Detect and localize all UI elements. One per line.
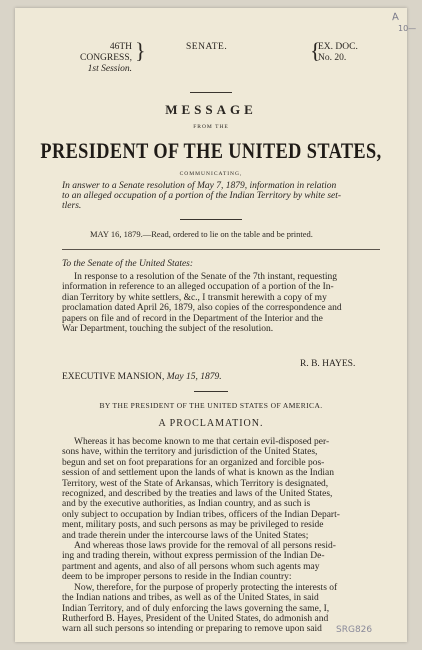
left-brace: }	[135, 38, 146, 63]
title-rule	[180, 219, 242, 220]
message-title: MESSAGE	[165, 102, 257, 117]
letter-line: War Department, touching the subject of the resolution.	[62, 324, 274, 335]
proclamation-line: and by the executive authorities, as Indian country, and as such is	[62, 499, 311, 510]
proclamation-line: recognized, and described by the treaties and laws of the United States,	[62, 489, 333, 500]
mansion-date: May 15, 1879.	[166, 372, 222, 382]
proclamation-rule	[194, 391, 228, 392]
doc-label	[318, 42, 382, 64]
proclamation-line: warn all such persons so intending or preparing to remove upon said	[62, 624, 322, 635]
section-rule	[62, 249, 380, 250]
proclamation-line: Now, therefore, for the purpose of properly protecting the interests of	[74, 582, 338, 593]
congress-number: 46TH CONGRESS,	[80, 42, 132, 63]
doc-number: No. 20.	[318, 53, 347, 63]
pencil-annotation-top: A	[391, 11, 400, 24]
from-the-label: FROM THE	[193, 124, 229, 130]
pencil-annotation-bottom: SRG826	[336, 625, 373, 635]
answer-text	[62, 181, 382, 211]
chamber-label: SENATE.	[186, 42, 228, 52]
executive-mansion-line	[62, 372, 222, 382]
proclamation-line: partment and agents, and also of all persons whom such agents may	[62, 561, 320, 572]
proclamation-line: sons have, within the territory and jurisdiction of the United States,	[62, 447, 318, 458]
proclamation-line: ment, military posts, and such persons as may be privileged to reside	[62, 520, 324, 531]
letter-line: information in reference to an alleged occupation of a portion of the In-	[62, 282, 334, 293]
signature: R. B. HAYES.	[300, 359, 356, 369]
proclamation-line: Rutherford B. Hayes, President of the United States, do admonish and	[62, 613, 329, 624]
letter-line: dian Territory by white settlers, &c., I transmit herewith a copy of my	[62, 292, 327, 303]
proclamation-line: session of and settlement upon the lands of what is known as the Indian	[62, 468, 335, 479]
proclamation-line: the Indian nations and tribes, as well as of the United States, in said	[62, 593, 319, 604]
proclamation-line: and trade therein under the intercourse laws of the United States;	[62, 530, 309, 541]
president-title: PRESIDENT OF THE UNITED STATES,	[40, 138, 382, 163]
letter-line: In response to a resolution of the Senate of the 7th instant, requesting	[74, 272, 338, 282]
proclamation-line: begun and set on foot preparations for an organized and forcible pos-	[62, 457, 325, 468]
proclamation-body	[62, 437, 378, 635]
mansion-label: EXECUTIVE MANSION,	[62, 372, 165, 382]
answer-line-2: to an alleged occupation of a portion of the Indian Territory by white set-	[62, 191, 342, 201]
proclamation-line: only subject to occupation by Indian tribes, officers of the Indian Depart-	[62, 509, 340, 520]
session-label: 1st Session.	[87, 64, 132, 74]
communicating-label: COMMUNICATING,	[179, 171, 243, 177]
salutation: To the Senate of the United States:	[62, 259, 194, 269]
proclamation-line: Territory, west of the State of Arkansas, which Territory is designated,	[62, 478, 329, 489]
pencil-annotation-top-number: 10—	[398, 24, 417, 33]
proclamation-line: ing and trading therein, without express permission of the Indian De-	[62, 551, 325, 562]
read-line: MAY 16, 1879.—Read, ordered to lie on the table and be printed.	[90, 229, 313, 239]
proclamation-line: Indian Territory, and of duly enforcing the laws governing the same, I,	[62, 603, 330, 614]
right-brace: {	[310, 38, 321, 63]
proclamation-line: And whereas those laws provide for the removal of all persons resid-	[74, 541, 336, 552]
by-president-line: BY THE PRESIDENT OF THE UNITED STATES OF AMERICA.	[99, 401, 323, 410]
doc-type: EX. DOC.	[318, 42, 358, 52]
answer-line-3: tlers.	[62, 201, 82, 211]
letter-body	[62, 272, 378, 334]
header-rule	[190, 92, 232, 93]
letter-line: proclamation dated April 26, 1879, also copies of the correspondence and	[62, 303, 342, 314]
proclamation-line: deem to be improper persons to reside in the Indian country:	[62, 572, 292, 583]
congress-label	[60, 42, 132, 75]
letter-line: papers on file and of record in the Department of the Interior and the	[62, 313, 323, 324]
proclamation-heading: A PROCLAMATION.	[158, 418, 264, 429]
answer-line-1: In answer to a Senate resolution of May 7, 1879, information in relation	[62, 181, 337, 191]
proclamation-line: Whereas it has become known to me that certain evil-disposed per-	[74, 437, 330, 447]
